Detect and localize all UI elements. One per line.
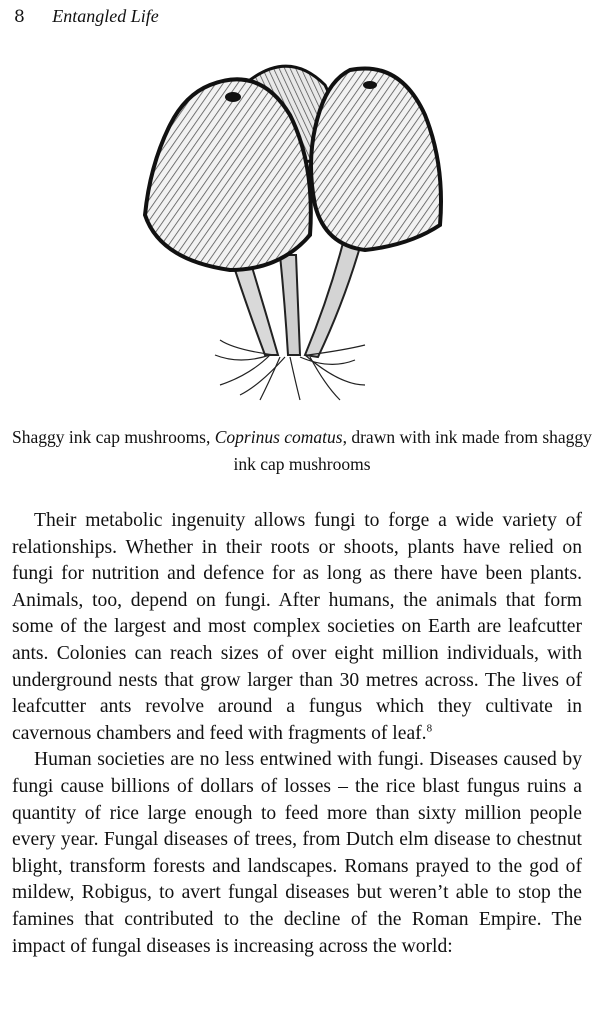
figure-caption xyxy=(0,424,604,478)
body-text xyxy=(12,508,582,960)
footnote-ref-8[interactable]: 8 xyxy=(426,722,433,735)
paragraph-1 xyxy=(12,508,582,747)
paragraph-2 xyxy=(12,747,582,960)
running-header xyxy=(14,6,159,27)
book-title: Entangled Life xyxy=(52,6,159,26)
page-number: 8 xyxy=(14,7,25,27)
paragraph-1-text: Their metabolic ingenuity allows fungi to forge a wide variety of relationships. Whether in their roots or shoots, plants have relied on fungi for nutrition and defence for as long as there have been plants. Animals, too, depend on fungi. After humans, the animals that form some of the largest and most complex societies on Earth are leafcutter ants. Colonies can reach sizes of over eight million individuals, with underground nests that grow larger than 30 metres across. The lives of leafcutter ants revolve around a fungus which they cultivate in cavernous chambers and feed with fragments of leaf. xyxy=(12,510,582,744)
mushroom-drawing xyxy=(140,55,460,405)
mushroom-illustration xyxy=(140,55,460,405)
caption-text-before: Shaggy ink cap mushrooms, xyxy=(12,427,215,447)
paragraph-2-text: Human societies are no less entwined with fungi. Diseases caused by fungi cause billions of dollars of losses – the rice blast fungus ruins a quantity of rice large enough to feed more than sixty million people every year. Fungal diseases of trees, from Dutch elm disease to chestnut blight, transform forests and landscapes. Romans prayed to the god of mildew, Robigus, to avert fungal diseases but weren’t able to stop the famines that contributed to the decline of the Roman Empire. The impact of fungal diseases is increasing across the world: xyxy=(12,749,582,957)
caption-text-after: , drawn with ink made from shaggy ink cap mushrooms xyxy=(233,427,592,474)
caption-species-name: Coprinus comatus xyxy=(214,427,343,447)
